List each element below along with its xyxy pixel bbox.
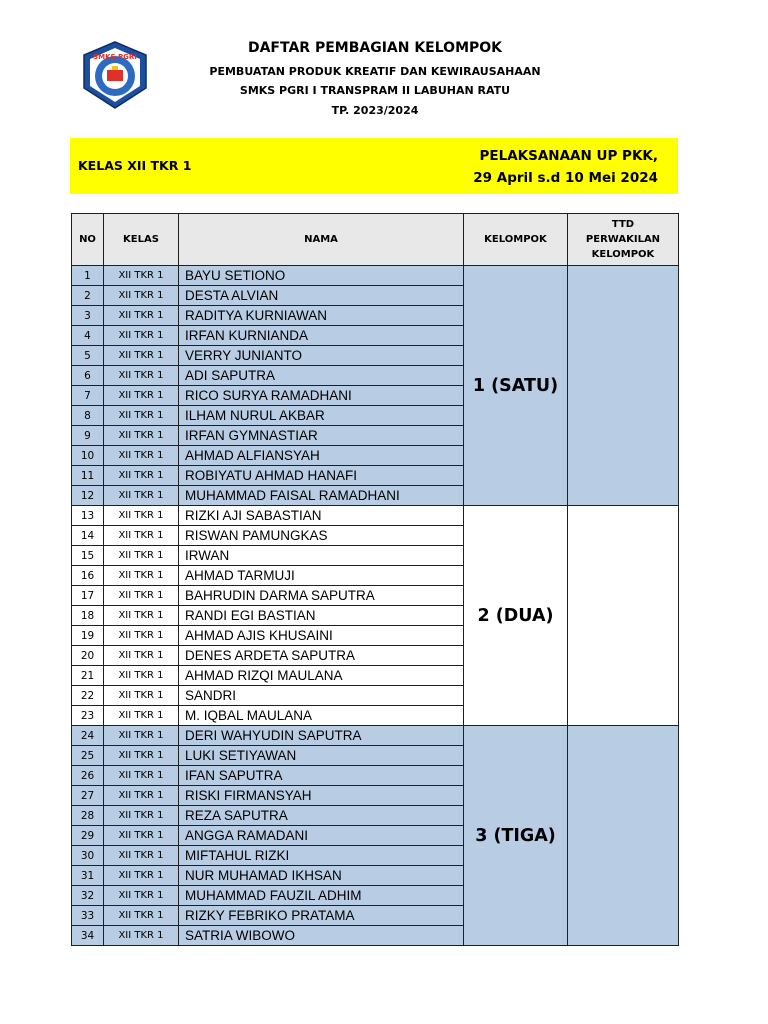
cell-nama: RADITYA KURNIAWAN: [179, 306, 464, 326]
table-row: [72, 506, 679, 526]
cell-kelas: XII TKR 1: [104, 846, 179, 866]
cell-kelompok: 2 (DUA): [464, 506, 568, 726]
header-kelas: KELAS: [104, 214, 179, 266]
cell-no: 23: [72, 706, 104, 726]
cell-nama: AHMAD TARMUJI: [179, 566, 464, 586]
cell-kelas: XII TKR 1: [104, 586, 179, 606]
schedule-label: [473, 145, 658, 189]
cell-no: 15: [72, 546, 104, 566]
cell-nama: REZA SAPUTRA: [179, 806, 464, 826]
table-row: [72, 266, 679, 286]
cell-nama: AHMAD AJIS KHUSAINI: [179, 626, 464, 646]
cell-no: 13: [72, 506, 104, 526]
cell-kelas: XII TKR 1: [104, 286, 179, 306]
cell-nama: DERI WAHYUDIN SAPUTRA: [179, 726, 464, 746]
cell-no: 19: [72, 626, 104, 646]
cell-no: 7: [72, 386, 104, 406]
cell-signature[interactable]: [568, 506, 679, 726]
cell-no: 25: [72, 746, 104, 766]
cell-nama: IRFAN GYMNASTIAR: [179, 426, 464, 446]
cell-nama: RANDI EGI BASTIAN: [179, 606, 464, 626]
schedule-line-1: PELAKSANAAN UP PKK,: [479, 148, 658, 164]
cell-nama: RIZKI AJI SABASTIAN: [179, 506, 464, 526]
cell-nama: M. IQBAL MAULANA: [179, 706, 464, 726]
table-body: [72, 266, 679, 946]
cell-nama: SATRIA WIBOWO: [179, 926, 464, 946]
cell-kelas: XII TKR 1: [104, 826, 179, 846]
cell-kelas: XII TKR 1: [104, 646, 179, 666]
cell-kelas: XII TKR 1: [104, 486, 179, 506]
cell-nama: MUHAMMAD FAISAL RAMADHANI: [179, 486, 464, 506]
header-no: NO: [72, 214, 104, 266]
cell-nama: ANGGA RAMADANI: [179, 826, 464, 846]
header-ttd-line-1: TTD: [611, 219, 635, 230]
cell-nama: ADI SAPUTRA: [179, 366, 464, 386]
cell-kelas: XII TKR 1: [104, 886, 179, 906]
cell-no: 17: [72, 586, 104, 606]
cell-nama: SANDRI: [179, 686, 464, 706]
cell-nama: RISKI FIRMANSYAH: [179, 786, 464, 806]
cell-no: 31: [72, 866, 104, 886]
cell-kelas: XII TKR 1: [104, 786, 179, 806]
cell-no: 10: [72, 446, 104, 466]
cell-nama: BAHRUDIN DARMA SAPUTRA: [179, 586, 464, 606]
cell-kelas: XII TKR 1: [104, 526, 179, 546]
cell-no: 14: [72, 526, 104, 546]
cell-nama: IFAN SAPUTRA: [179, 766, 464, 786]
cell-kelas: XII TKR 1: [104, 746, 179, 766]
cell-no: 34: [72, 926, 104, 946]
cell-no: 1: [72, 266, 104, 286]
cell-kelas: XII TKR 1: [104, 806, 179, 826]
cell-no: 27: [72, 786, 104, 806]
cell-no: 8: [72, 406, 104, 426]
cell-no: 32: [72, 886, 104, 906]
cell-nama: MIFTAHUL RIZKI: [179, 846, 464, 866]
svg-text:SMKS PGRI: SMKS PGRI: [93, 53, 137, 61]
cell-nama: AHMAD ALFIANSYAH: [179, 446, 464, 466]
cell-kelas: XII TKR 1: [104, 346, 179, 366]
cell-kelas: XII TKR 1: [104, 506, 179, 526]
cell-no: 16: [72, 566, 104, 586]
cell-nama: DESTA ALVIAN: [179, 286, 464, 306]
header-ttd: [568, 214, 679, 266]
cell-signature[interactable]: [568, 266, 679, 506]
header-kelompok: KELOMPOK: [464, 214, 568, 266]
document-subtitle-year: TP. 2023/2024: [331, 104, 419, 117]
cell-kelas: XII TKR 1: [104, 306, 179, 326]
header-ttd-line-3: KELOMPOK: [591, 249, 655, 260]
cell-kelas: XII TKR 1: [104, 326, 179, 346]
cell-no: 22: [72, 686, 104, 706]
table-header-row: [72, 214, 679, 266]
cell-nama: BAYU SETIONO: [179, 266, 464, 286]
header-ttd-line-2: PERWAKILAN: [585, 234, 661, 245]
cell-no: 24: [72, 726, 104, 746]
document-subtitle-school: SMKS PGRI I TRANSPRAM II LABUHAN RATU: [239, 84, 511, 97]
table-row: [72, 726, 679, 746]
cell-no: 28: [72, 806, 104, 826]
header-nama: NAMA: [179, 214, 464, 266]
cell-kelas: XII TKR 1: [104, 626, 179, 646]
cell-nama: AHMAD RIZQI MAULANA: [179, 666, 464, 686]
cell-no: 3: [72, 306, 104, 326]
cell-no: 12: [72, 486, 104, 506]
cell-kelas: XII TKR 1: [104, 366, 179, 386]
cell-nama: IRWAN: [179, 546, 464, 566]
cell-no: 26: [72, 766, 104, 786]
cell-nama: ROBIYATU AHMAD HANAFI: [179, 466, 464, 486]
cell-no: 33: [72, 906, 104, 926]
cell-kelas: XII TKR 1: [104, 726, 179, 746]
cell-no: 20: [72, 646, 104, 666]
document-title: DAFTAR PEMBAGIAN KELOMPOK: [247, 40, 503, 56]
cell-signature[interactable]: [568, 726, 679, 946]
cell-kelas: XII TKR 1: [104, 546, 179, 566]
cell-nama: LUKI SETIYAWAN: [179, 746, 464, 766]
cell-kelas: XII TKR 1: [104, 466, 179, 486]
cell-nama: RISWAN PAMUNGKAS: [179, 526, 464, 546]
cell-no: 30: [72, 846, 104, 866]
document-subtitle-program: PEMBUATAN PRODUK KREATIF DAN KEWIRAUSAHAAN: [209, 65, 541, 78]
cell-kelas: XII TKR 1: [104, 566, 179, 586]
cell-nama: DENES ARDETA SAPUTRA: [179, 646, 464, 666]
cell-no: 5: [72, 346, 104, 366]
cell-kelas: XII TKR 1: [104, 926, 179, 946]
group-table: [71, 213, 679, 946]
cell-nama: RIZKY FEBRIKO PRATAMA: [179, 906, 464, 926]
cell-kelas: XII TKR 1: [104, 766, 179, 786]
cell-kelompok: 3 (TIGA): [464, 726, 568, 946]
cell-nama: RICO SURYA RAMADHANI: [179, 386, 464, 406]
cell-nama: IRFAN KURNIANDA: [179, 326, 464, 346]
cell-no: 29: [72, 826, 104, 846]
cell-kelompok: 1 (SATU): [464, 266, 568, 506]
cell-kelas: XII TKR 1: [104, 866, 179, 886]
class-banner: [70, 138, 678, 194]
cell-kelas: XII TKR 1: [104, 406, 179, 426]
cell-nama: NUR MUHAMAD IKHSAN: [179, 866, 464, 886]
cell-kelas: XII TKR 1: [104, 446, 179, 466]
class-label: KELAS XII TKR 1: [78, 158, 192, 173]
cell-no: 2: [72, 286, 104, 306]
cell-kelas: XII TKR 1: [104, 426, 179, 446]
cell-kelas: XII TKR 1: [104, 386, 179, 406]
cell-no: 4: [72, 326, 104, 346]
cell-nama: VERRY JUNIANTO: [179, 346, 464, 366]
cell-no: 11: [72, 466, 104, 486]
cell-no: 6: [72, 366, 104, 386]
cell-no: 21: [72, 666, 104, 686]
cell-kelas: XII TKR 1: [104, 666, 179, 686]
cell-no: 18: [72, 606, 104, 626]
cell-nama: ILHAM NURUL AKBAR: [179, 406, 464, 426]
cell-kelas: XII TKR 1: [104, 266, 179, 286]
cell-kelas: XII TKR 1: [104, 606, 179, 626]
cell-kelas: XII TKR 1: [104, 906, 179, 926]
schedule-line-2: 29 April s.d 10 Mei 2024: [473, 170, 658, 186]
cell-nama: MUHAMMAD FAUZIL ADHIM: [179, 886, 464, 906]
cell-kelas: XII TKR 1: [104, 706, 179, 726]
cell-no: 9: [72, 426, 104, 446]
cell-kelas: XII TKR 1: [104, 686, 179, 706]
school-logo: [80, 40, 150, 110]
